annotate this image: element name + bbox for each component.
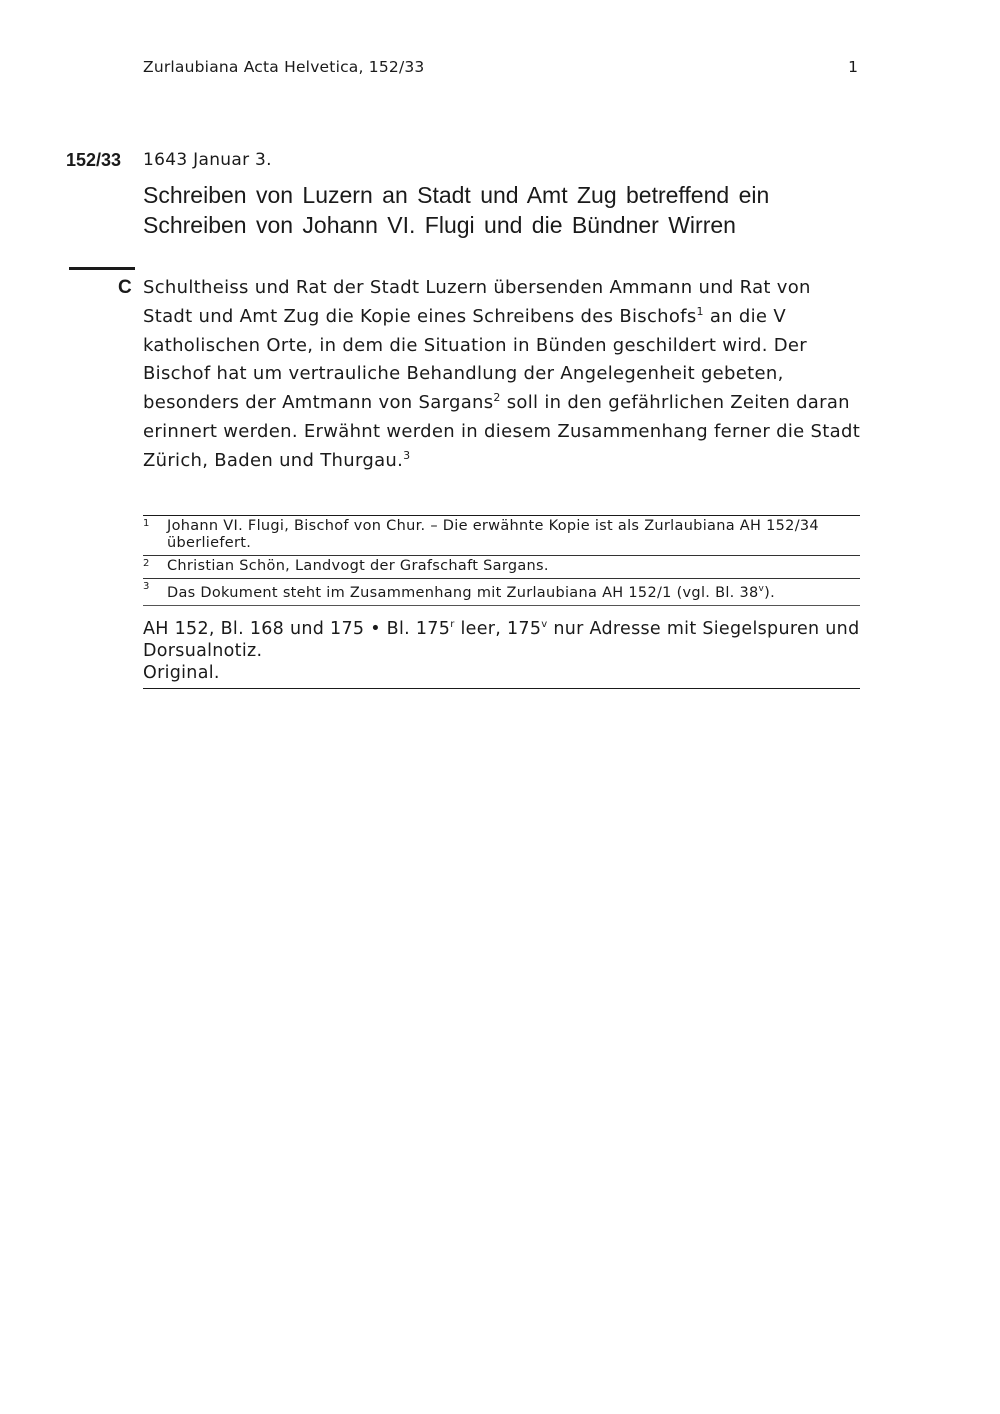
section-marker-letter: C	[118, 277, 132, 298]
footnote-text	[167, 581, 860, 602]
footnote-reference[interactable]: 2	[493, 391, 501, 405]
source-part: nur Adresse mit Siegelspuren und Dorsualnotiz.	[143, 618, 860, 661]
running-title: Zurlaubiana Acta Helvetica, 152/33	[143, 58, 425, 76]
document-title: Schreiben von Luzern an Stadt und Amt Zug betreffend ein Schreiben von Johann VI. Flugi und die Bündner Wirren	[143, 182, 770, 238]
footnote-mark: 2	[143, 558, 150, 569]
source-status: Original.	[143, 662, 220, 683]
footnote	[143, 556, 860, 579]
regest-part: an die V katholischen Orte, in dem die Situation in Bünden geschildert wird. Der Bischof hat um vertrauliche Behandlung der Angelegenheit gebeten, besonders der Amtmann von Sargans	[143, 305, 807, 414]
footnote-reference[interactable]: 3	[403, 448, 411, 462]
source-part: leer, 175	[454, 618, 542, 639]
footnote-mark: 3	[143, 581, 150, 592]
footnote	[143, 516, 860, 556]
folio-side: v	[758, 584, 765, 594]
footnote-text: Johann VI. Flugi, Bischof von Chur. – Die erwähnte Kopie ist als Zurlaubiana AH 152/34 überliefert.	[167, 518, 819, 551]
page-number: 1	[848, 58, 858, 76]
regest-part: soll in den gefährlichen Zeiten daran erinnert werden. Erwähnt werden in diesem Zusammenhang ferner die Stadt Zürich, Baden und Thurgau.	[143, 392, 861, 471]
footnote-text-part: ).	[764, 584, 776, 601]
footnote-reference[interactable]: 1	[696, 304, 704, 318]
footnote-text-part: Das Dokument steht im Zusammenhang mit Zurlaubiana AH 152/1 (vgl. Bl. 38	[167, 584, 759, 601]
folio-side: r	[450, 619, 455, 630]
document-date: 1643 Januar 3.	[143, 150, 272, 170]
footnotes	[143, 515, 860, 606]
section-marker-rule	[69, 267, 135, 270]
source-part: AH 152, Bl. 168 und 175 • Bl. 175	[143, 618, 451, 639]
source-holdings	[143, 614, 860, 662]
footnote-mark: 1	[143, 518, 150, 529]
folio-side: v	[541, 619, 548, 630]
document-number: 152/33	[66, 150, 122, 170]
source-description	[143, 614, 860, 689]
regest-text	[143, 274, 863, 476]
footnote-text: Christian Schön, Landvogt der Grafschaft Sargans.	[167, 558, 549, 574]
footnote	[143, 579, 860, 606]
regest-part: Schultheiss und Rat der Stadt Luzern übersenden Ammann und Rat von Stadt und Amt Zug die Kopie eines Schreibens des Bischofs	[143, 277, 811, 327]
